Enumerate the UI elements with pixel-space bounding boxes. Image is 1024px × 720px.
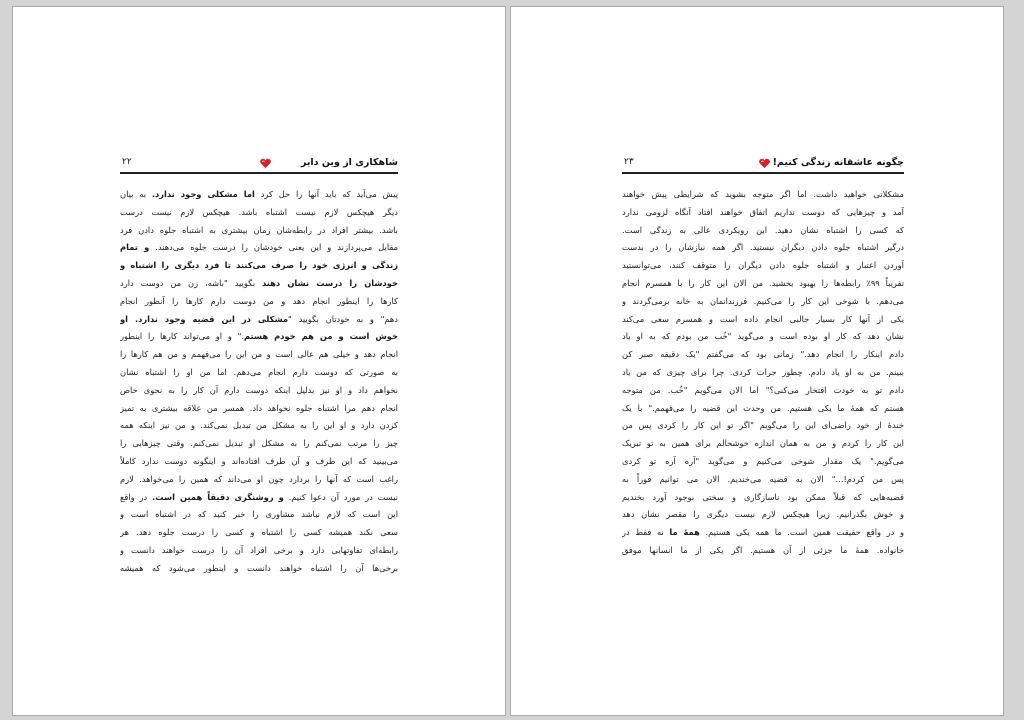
text-line (622, 489, 904, 507)
text-run: نشان دهد که کار او بوده است و می‌گوید "خُب من بودم که به او یاد (622, 331, 904, 342)
page-number: ۲۲ (122, 157, 132, 167)
bold-text-run: خوش است و من هم خودم هستم (244, 331, 398, 342)
bold-text-run: زندگی و انرژی خود را صرف می‌کنند تا فرد دیگری را اشتباه و (120, 260, 398, 271)
text-line (622, 257, 904, 275)
text-run: سعی نکند همیشه کسی را اشتباه و کسی را درست جلوه دهد. هر (120, 527, 398, 538)
page-right (510, 6, 1004, 716)
text-line (120, 293, 398, 311)
text-run: هستم که همهٔ ما یکی هستیم. من وحدت این قضیه را می‌فهمم." با یک (622, 402, 904, 413)
red-heart-logo-icon (259, 158, 272, 169)
text-run: که کسی را اشتباه نشان دهید. این رویکردی عالی به زندگی است. (622, 224, 904, 235)
bold-text-run: و تمام (120, 242, 150, 253)
text-run: مقابل می‌پردازند و این یعنی خودشان را درست جلوه می‌دهند. (149, 242, 398, 253)
text-run: به صورتی که دوست دارم انجام می‌دهم. اما من او را اشتباه نشان (120, 366, 398, 377)
text-run: انجام دهم مرا اشتباه جلوه نخواهد داد. همسر من علاقه بیشتری به تمیز (120, 402, 398, 413)
text-line (120, 364, 398, 382)
page-header (120, 156, 398, 174)
text-run: کارها را اینطور انجام دهد و من دوست دارم کارها را آنطور انجام (120, 295, 398, 306)
text-line (622, 204, 904, 222)
text-run: این کار را کردم و من به همان اندازه خوشحالم برای همین به تو تبریک (622, 438, 904, 449)
text-line (120, 328, 398, 346)
text-run: نخواهم داد و او نیز بدلیل اینکه دوست دارم آن کار را به نحوی خاص (120, 384, 398, 395)
text-line (622, 275, 904, 293)
bold-text-run: اما مشکلی وجود ندارد. (151, 189, 255, 199)
text-run: دهم" و به خودتان بگویید " (288, 313, 398, 324)
text-run: رابطه‌ای تفاوتهایی دارد و برخی افراد آن را درست خواهند دانست و (120, 544, 398, 555)
text-run: نه فقط در (622, 527, 670, 538)
text-line (120, 400, 398, 418)
text-run: دیگر هیچکس لازم نیست اشتباه باشد. هیچکس لازم نیست درست (120, 206, 398, 217)
text-run: برخی‌ها آن را اشتباه خواهند دانست و اینطور می‌شود که همیشه (120, 562, 398, 573)
header-title: شاهکاری از وین دایر (300, 157, 398, 168)
page-header (622, 156, 904, 174)
text-line (622, 328, 904, 346)
text-line (622, 346, 904, 364)
text-line (120, 471, 398, 489)
page-body-text (120, 186, 398, 578)
text-run: خانواده. همهٔ ما جزئی از آن هستیم. اگر یکی از ما انسانها موفق (622, 544, 904, 555)
text-run: خندهٔ از خود راضی‌ای این را می‌گویم "اگر تو این کار را کردی پس من (622, 420, 904, 431)
text-line (120, 257, 398, 275)
text-line (622, 417, 904, 435)
text-line (120, 489, 398, 507)
text-line (622, 506, 904, 524)
text-line (622, 524, 904, 542)
text-line (622, 435, 904, 453)
text-line (622, 186, 904, 204)
page-left (12, 6, 506, 716)
text-run: ببینم. من به او یاد دادم. چطور جرات کردی. چرا برای چیزی که من یاد (622, 366, 904, 377)
text-line (622, 364, 904, 382)
text-run: مشکلاتی خواهید داشت. اما اگر متوجه بشوید که شرایطی پیش خواهند (622, 189, 904, 199)
text-run: در واقع (120, 491, 153, 502)
text-run: و خوش بگذرانیم. زیرا هیچکس لازم نیست دیگری را مقصر نشان دهد (622, 509, 904, 520)
text-run: کردن دارد و او این را به مشکل من تبدیل نمی‌کند. و من نیز اینکه همه (120, 420, 398, 431)
text-line (120, 560, 398, 578)
text-run: آمد و چیزهایی که دوست نداریم اتفاق خواهند افتاد آنگاه لزومی ندارد (622, 206, 904, 217)
text-run: درگیر اشتباه جلوه دادن دیگران نیستید. اگر همه نیازشان را در بدست (622, 242, 904, 253)
text-run: دادم تو به خودت افتخار می‌کنی؟" اما الان می‌گویم "خُب. من متوجه (622, 384, 904, 395)
text-run: تقریباً ۹۹٪ رابطه‌ها را بهبود بخشید. من الان این کار را با همسرم انجام (622, 277, 904, 288)
text-run: پیش می‌آید که باید آنها را حل کرد (254, 189, 398, 199)
header-title: چگونه عاشقانه زندگی کنیم! (772, 157, 904, 168)
text-line (622, 400, 904, 418)
text-run: این است که لازم نباشد مشاوری را خبر کنید که در اشتباه است و (120, 509, 398, 520)
text-run: می‌بینید که این طرف و آن طرف افتاده‌اند و اینگونه دوست ندارد کاملاً (120, 455, 398, 466)
text-line (622, 542, 904, 560)
text-run: قضیه‌هایی که قبلاً ممکن بود ناسازگاری و سختی بوجود آورد بخندیم (622, 491, 904, 502)
text-run: پس من کردم!..." الان به قضیه می‌خندیم. الان می توانیم فوراً به (622, 473, 904, 484)
text-run: آوردن اعتبار و اشتباه جلوه دادن دیگران را متوقف کنند، می‌توانستید (622, 260, 904, 271)
text-line (120, 204, 398, 222)
text-run: یکی از آنها کار بسیار جالبی انجام داده است و همسرم سعی می‌کند (622, 313, 904, 324)
text-line (120, 453, 398, 471)
bold-text-run: و روشنگری دقیقاً همین است. (152, 491, 284, 502)
text-run: چیز را مرتب نمی‌کنم را به مشکل او تبدیل نمی‌کنم. وقتی چیزهایی را (120, 438, 398, 449)
text-line (120, 524, 398, 542)
text-run: می‌دهم. با شوخی این کار را می‌کنیم. فرزندانمان به خانه برمی‌گردند و (622, 295, 904, 306)
text-line (622, 453, 904, 471)
text-line (120, 506, 398, 524)
text-line (120, 239, 398, 257)
text-line (120, 382, 398, 400)
text-run: ." و او می‌تواند کارها را اینطور (120, 331, 245, 342)
text-line (120, 417, 398, 435)
text-run: و در واقع حقیقت همین است. ما همه یکی هستیم. (699, 527, 904, 538)
page-number: ۲۳ (624, 157, 634, 167)
text-run: بگویید "باشه، زن من دوست دارد (120, 277, 262, 288)
text-run: دادم اینکار را انجام دهد." زمانی بود که می‌گفتم "یک دقیقه صبر کن (622, 349, 904, 360)
text-line (120, 275, 398, 293)
bold-text-run: مشکلی در این قضیه وجود ندارد. او (120, 313, 289, 324)
bold-text-run: همهٔ ما (669, 527, 700, 538)
text-line (622, 239, 904, 257)
text-run: می‌گویم." یک مقدار شوخی می‌کنیم و می‌گوید "آره آره تو کردی (622, 455, 904, 466)
text-line (120, 435, 398, 453)
text-run: نیست در مورد آن دعوا کنیم. (283, 491, 398, 502)
text-line (120, 186, 398, 204)
text-line (622, 471, 904, 489)
text-run: راغب است که آنها را بردارد چون او می‌داند که همین را می‌خواهد. لازم (120, 473, 398, 484)
text-line (622, 222, 904, 240)
text-line (622, 293, 904, 311)
text-line (622, 382, 904, 400)
text-run: باشد. بیشتر افراد در رابطه‌شان زمان بیشتری به اشتباه جلوه دادن فرد (120, 224, 398, 235)
text-line (622, 311, 904, 329)
bold-text-run: خودشان را درست نشان دهند (261, 277, 398, 288)
red-heart-logo-icon (758, 158, 771, 169)
text-line (120, 222, 398, 240)
text-run: انجام دهد و خیلی هم عالی است و من این را می‌فهمم و من هم کارها را (120, 349, 398, 360)
page-body-text (622, 186, 904, 560)
text-run: به بیان (120, 189, 152, 199)
text-line (120, 346, 398, 364)
text-line (120, 542, 398, 560)
text-line (120, 311, 398, 329)
